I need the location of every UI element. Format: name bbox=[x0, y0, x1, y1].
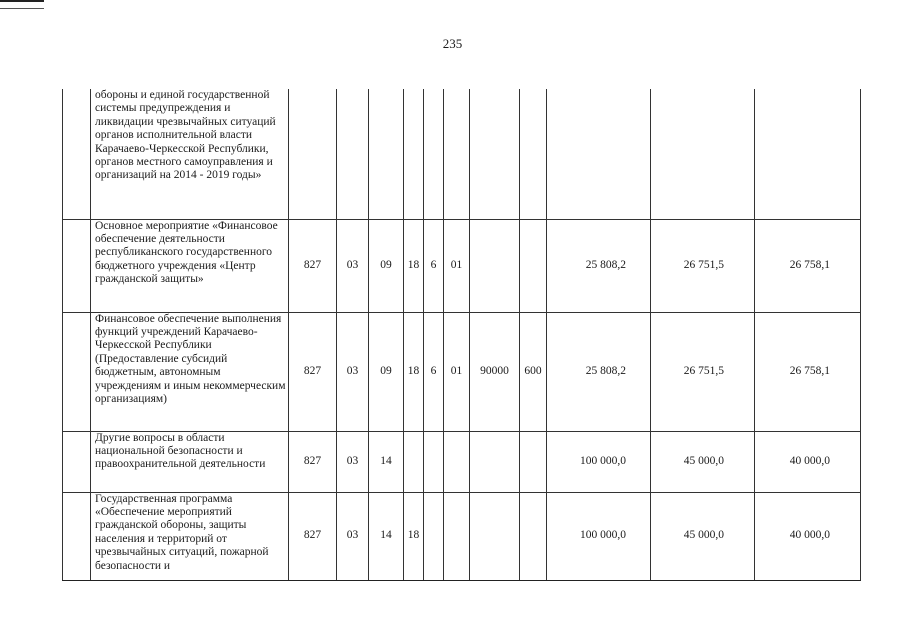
amount-2019: 40 000,0 bbox=[755, 492, 861, 580]
amount-2017: 25 808,2 bbox=[547, 219, 651, 312]
amount-2018: 26 751,5 bbox=[651, 312, 755, 431]
expense-type-code: 600 bbox=[520, 312, 547, 431]
amount-2018: 26 751,5 bbox=[651, 219, 755, 312]
index-cell bbox=[63, 431, 91, 492]
section-code: 03 bbox=[337, 219, 369, 312]
expense-type-code bbox=[520, 431, 547, 492]
target-article-subprogram: 6 bbox=[424, 312, 444, 431]
index-cell bbox=[63, 492, 91, 580]
amount-2018: 45 000,0 bbox=[651, 431, 755, 492]
expense-type-code bbox=[520, 89, 547, 219]
target-article-activity bbox=[444, 492, 470, 580]
target-article-program: 18 bbox=[404, 312, 424, 431]
target-article-direction bbox=[470, 219, 520, 312]
target-article-activity: 01 bbox=[444, 219, 470, 312]
corner-mark bbox=[0, 0, 44, 9]
section-code bbox=[337, 89, 369, 219]
target-article-program bbox=[404, 431, 424, 492]
expense-type-code bbox=[520, 492, 547, 580]
subsection-code: 14 bbox=[369, 431, 404, 492]
section-code: 03 bbox=[337, 431, 369, 492]
table-row bbox=[63, 312, 861, 431]
item-name: Государственная программа «Обеспечение мероприятий гражданской обороны, защиты населения и территорий от чрезвычайных ситуаций, пожарной безопасности и bbox=[91, 492, 289, 580]
item-name: Финансовое обеспечение выполнения функций учреждений Карачаево-Черкесской Республики (Предоставление субсидий бюджетным, автономным учреждениям и иным некоммерческим организациям) bbox=[91, 312, 289, 431]
target-article-direction bbox=[470, 89, 520, 219]
target-article-activity bbox=[444, 89, 470, 219]
amount-2019: 26 758,1 bbox=[755, 219, 861, 312]
target-article-direction bbox=[470, 431, 520, 492]
page-number: 235 bbox=[442, 36, 463, 51]
table-row bbox=[63, 431, 861, 492]
ministry-code: 827 bbox=[289, 312, 337, 431]
ministry-code bbox=[289, 89, 337, 219]
subsection-code: 09 bbox=[369, 219, 404, 312]
index-cell bbox=[63, 89, 91, 219]
amount-2019 bbox=[755, 89, 861, 219]
target-article-program: 18 bbox=[404, 492, 424, 580]
index-cell bbox=[63, 312, 91, 431]
expense-type-code bbox=[520, 219, 547, 312]
item-name: обороны и единой государственной системы предупреждения и ликвидации чрезвычайных ситуаций органов исполнительной власти Карачаево-Черкесской Республики, органов местного самоуправления и организаций на 2014 - 2019 годы» bbox=[91, 89, 289, 219]
section-code: 03 bbox=[337, 312, 369, 431]
amount-2017: 25 808,2 bbox=[547, 312, 651, 431]
amount-2019: 40 000,0 bbox=[755, 431, 861, 492]
target-article-subprogram bbox=[424, 89, 444, 219]
ministry-code: 827 bbox=[289, 219, 337, 312]
target-article-direction: 90000 bbox=[470, 312, 520, 431]
amount-2019: 26 758,1 bbox=[755, 312, 861, 431]
target-article-subprogram bbox=[424, 492, 444, 580]
amount-2018: 45 000,0 bbox=[651, 492, 755, 580]
amount-2017: 100 000,0 bbox=[547, 431, 651, 492]
amount-2018 bbox=[651, 89, 755, 219]
ministry-code: 827 bbox=[289, 492, 337, 580]
amount-2017: 100 000,0 bbox=[547, 492, 651, 580]
target-article-activity bbox=[444, 431, 470, 492]
table-row bbox=[63, 89, 861, 219]
table-row bbox=[63, 492, 861, 580]
item-name: Основное мероприятие «Финансовое обеспечение деятельности республиканского государственного бюджетного учреждения «Центр гражданской защиты» bbox=[91, 219, 289, 312]
budget-table bbox=[62, 89, 861, 581]
item-name: Другие вопросы в области национальной безопасности и правоохранительной деятельности bbox=[91, 431, 289, 492]
target-article-activity: 01 bbox=[444, 312, 470, 431]
target-article-direction bbox=[470, 492, 520, 580]
subsection-code: 14 bbox=[369, 492, 404, 580]
subsection-code: 09 bbox=[369, 312, 404, 431]
subsection-code bbox=[369, 89, 404, 219]
ministry-code: 827 bbox=[289, 431, 337, 492]
target-article-subprogram: 6 bbox=[424, 219, 444, 312]
target-article-program: 18 bbox=[404, 219, 424, 312]
target-article-subprogram bbox=[424, 431, 444, 492]
section-code: 03 bbox=[337, 492, 369, 580]
table-row bbox=[63, 219, 861, 312]
amount-2017 bbox=[547, 89, 651, 219]
target-article-program bbox=[404, 89, 424, 219]
index-cell bbox=[63, 219, 91, 312]
